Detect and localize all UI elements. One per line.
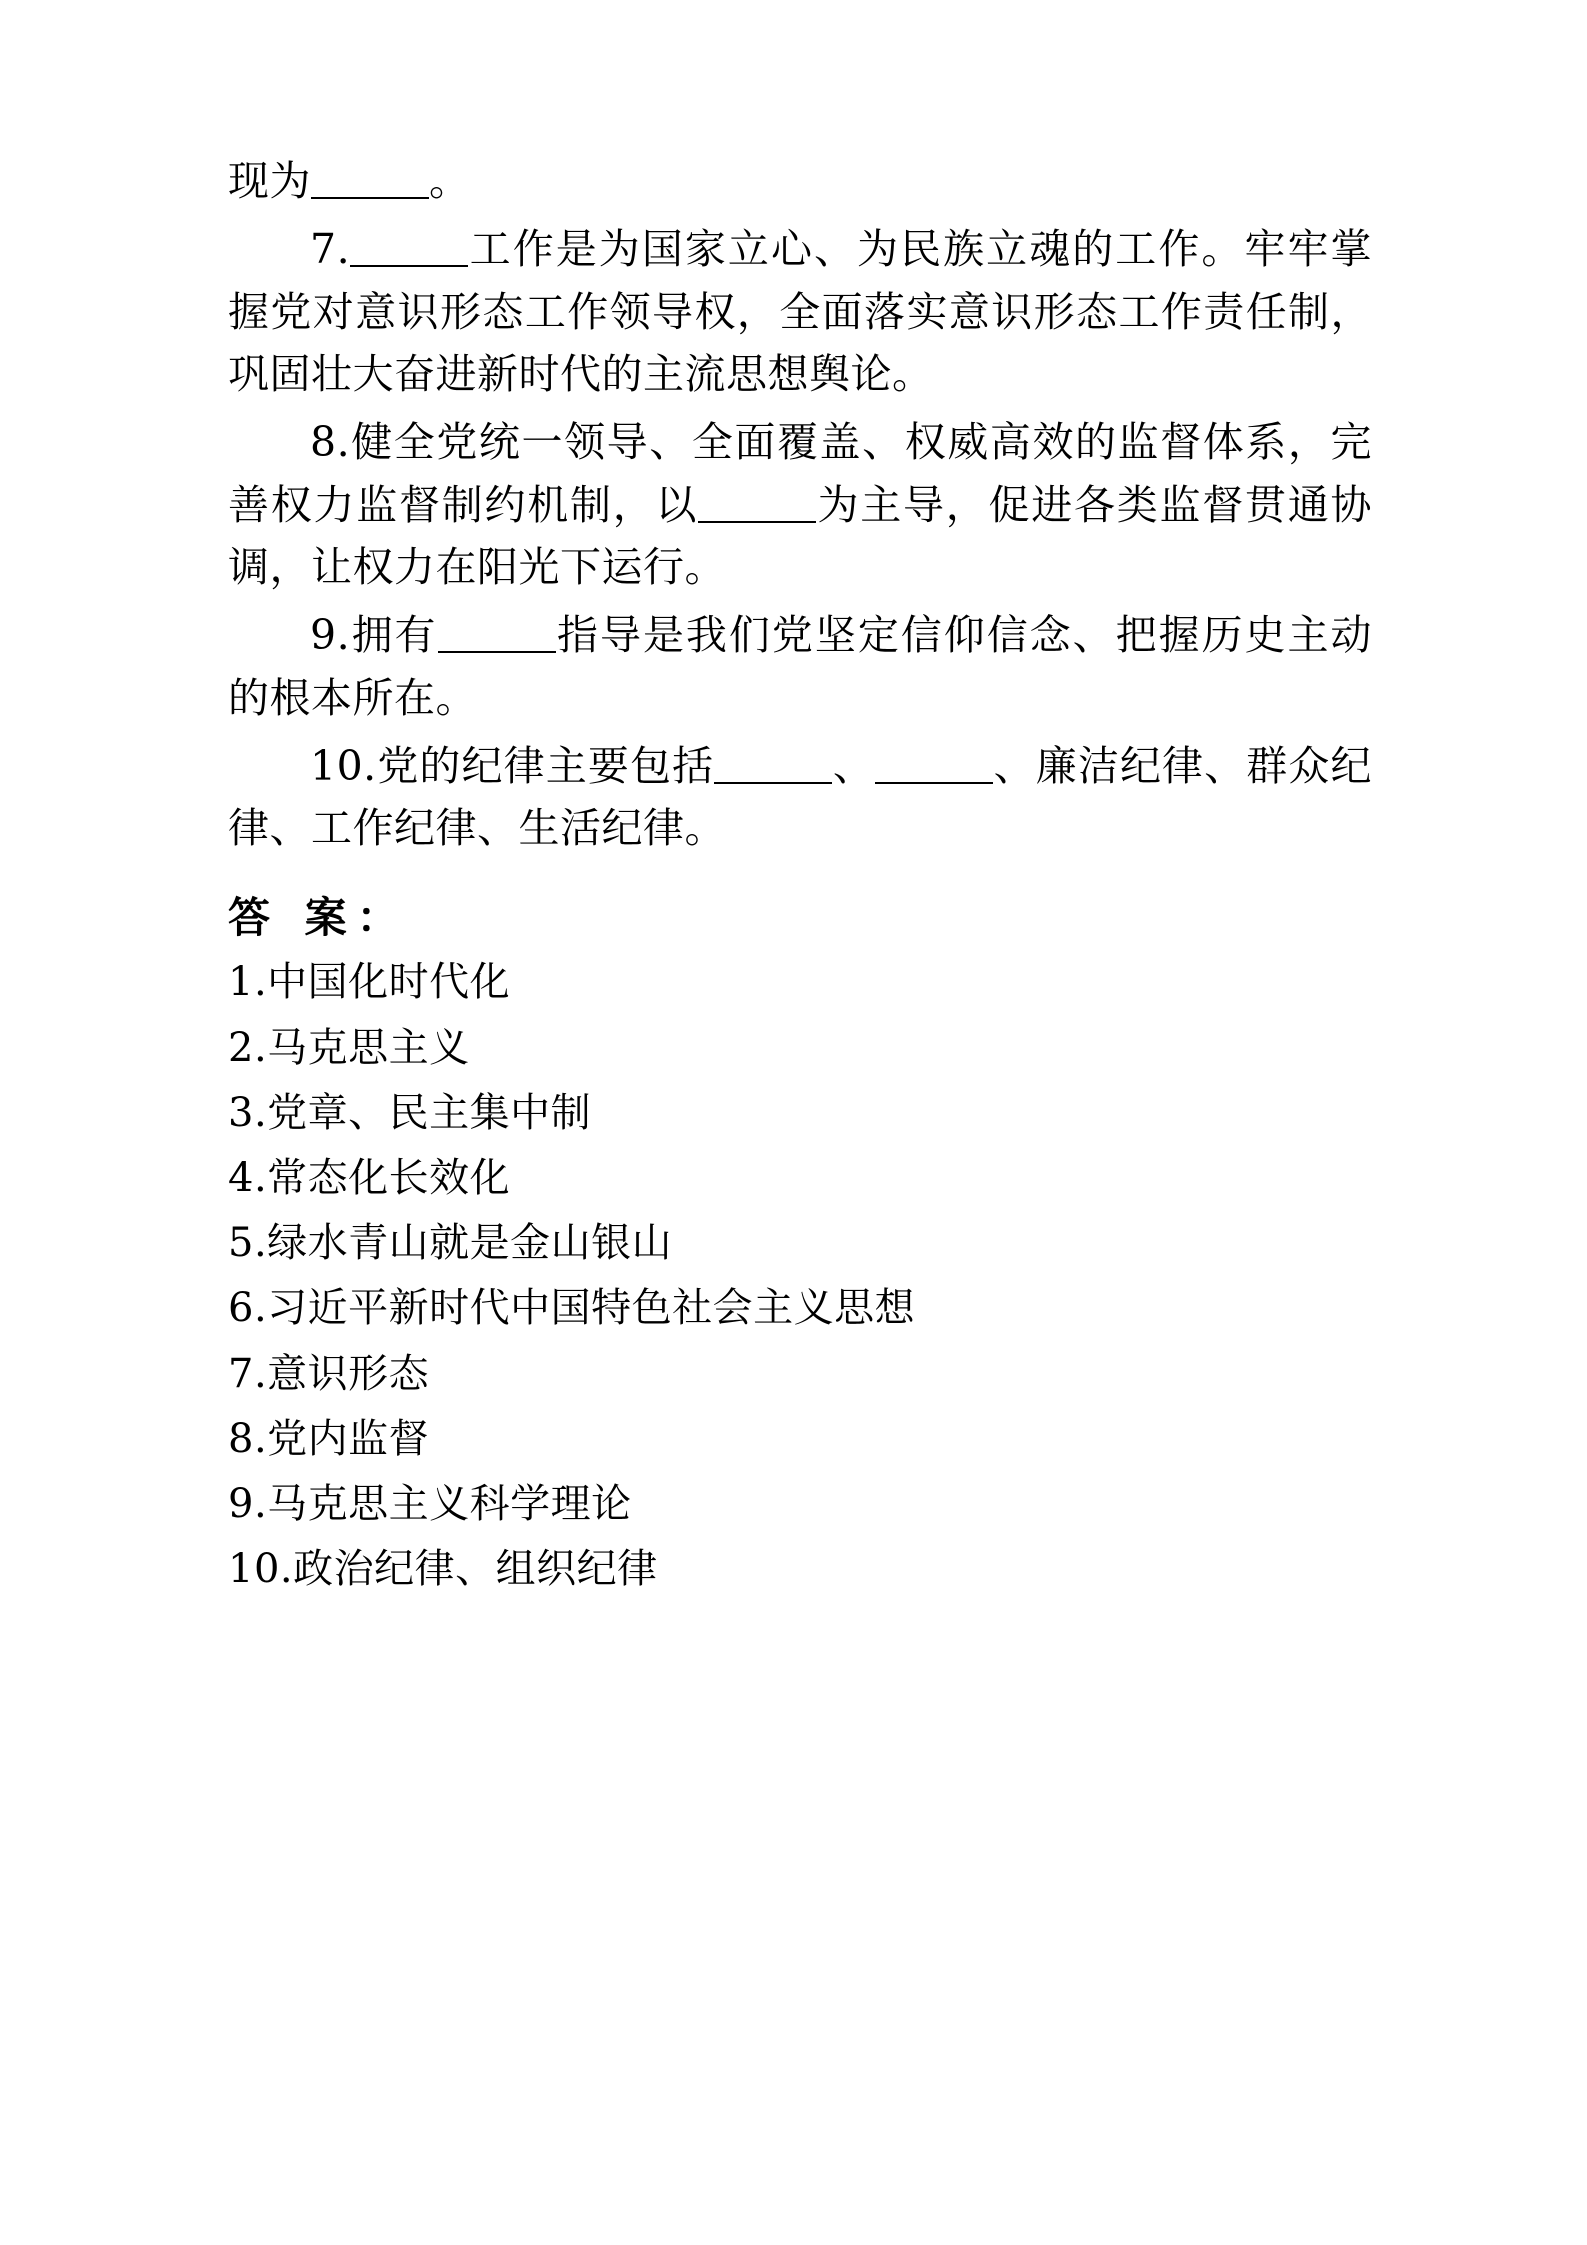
fill-in-blank [438, 651, 556, 653]
question-text: 7. [310, 225, 351, 274]
question-text: 9.拥有 [310, 611, 438, 660]
answer-line: 6.习近平新时代中国特色社会主义思想 [228, 1285, 916, 1332]
answer-line: 8.党内监督 [228, 1415, 430, 1462]
answer-line: 1.中国化时代化 [228, 959, 511, 1006]
answer-line: 10.政治纪律、组织纪律 [228, 1546, 658, 1593]
question-text: 指导是我们党坚定信仰信念、把握历史主动的根本所在。 [228, 611, 1373, 722]
answer-line: 3.党章、民主集中制 [228, 1089, 592, 1136]
fill-in-blank [311, 197, 429, 199]
answers-heading: 答 案： [228, 893, 409, 943]
question-text: 、 [832, 741, 875, 790]
question-paragraph [228, 735, 1372, 860]
answers-section [228, 953, 1372, 1599]
question-text: 现为 [228, 157, 311, 205]
answer-line: 7.意识形态 [228, 1350, 430, 1397]
question-paragraph [228, 411, 1372, 598]
question-text: 8.健全党统一领导、全面覆盖、权威高效的监督体系，完善权力监督制约机制，以 [228, 418, 1372, 529]
fill-in-blank [698, 521, 816, 523]
question-text: 、廉洁纪律、群众纪律、工作纪律、生活纪律。 [228, 741, 1373, 853]
question-paragraph [228, 604, 1372, 729]
answer-line: 2.马克思主义 [228, 1024, 470, 1071]
question-paragraph [228, 150, 1372, 212]
fill-in-blank [350, 265, 468, 267]
question-text: 工作是为国家立心、为民族立魂的工作。牢牢掌握党对意识形态工作领导权，全面落实意识形态工作责任制，巩固壮大奋进新时代的主流思想舆论。 [228, 225, 1372, 398]
answer-line: 4.常态化长效化 [228, 1155, 511, 1201]
questions-section [228, 150, 1372, 859]
answer-line: 5.绿水青山就是金山银山 [228, 1220, 673, 1267]
fill-in-blank [875, 782, 993, 784]
question-text: 10.党的纪律主要包括 [310, 741, 715, 790]
fill-in-blank [714, 782, 832, 784]
question-paragraph [228, 218, 1372, 405]
question-text: 为主导，促进各类监督贯通协调，让权力在阳光下运行。 [228, 480, 1372, 591]
question-text: 。 [429, 157, 471, 205]
answer-line: 9.马克思主义科学理论 [228, 1480, 632, 1527]
